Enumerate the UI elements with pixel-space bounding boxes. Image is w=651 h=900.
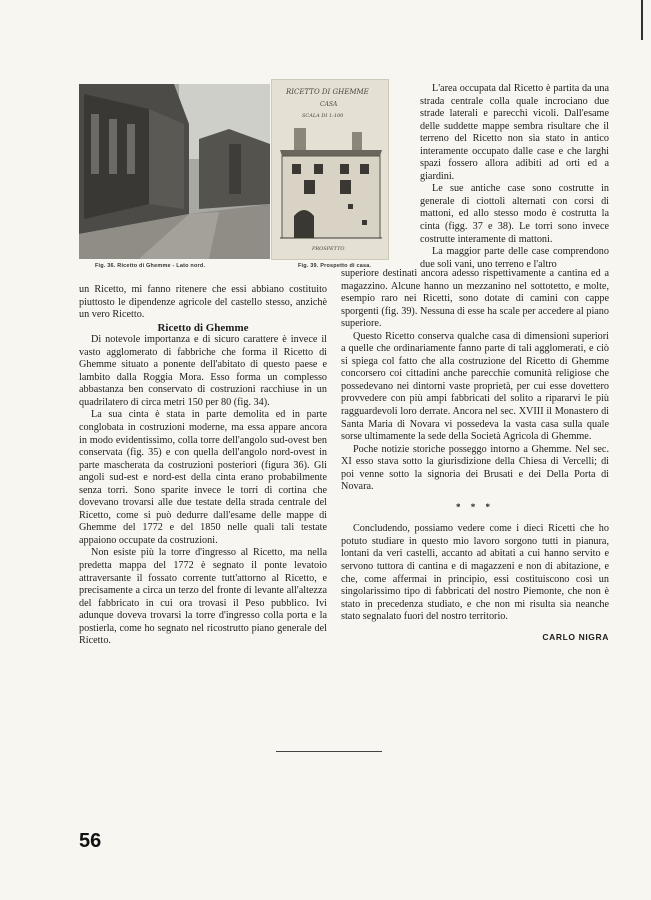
drawing-foot-label: PROSPETTO xyxy=(312,246,345,252)
page-edge-mark xyxy=(641,0,643,40)
drawing-house-elevation xyxy=(271,79,389,260)
paragraph: un Ricetto, mi fanno ritenere che essi abbiano costituito piuttosto le dipendenze agricole del castello stesso, anzichè un vero Ricetto. xyxy=(79,284,327,321)
right-column-top xyxy=(420,83,609,271)
left-column xyxy=(79,284,327,648)
end-rule xyxy=(276,751,382,752)
section-separator: * * * xyxy=(456,501,494,512)
paragraph: Poche notizie storiche posseggo intorno a Ghemme. Nel sec. XI esso stava sotto la giurisdizione della Chiesa di Vercelli; di poi venne sotto la signoria dei Brusati e dei Della Porta di Novara. xyxy=(341,443,609,493)
paragraph: Questo Ricetto conserva qualche casa di dimensioni superiori a quelle che ordinariamente fanno parte di tali agglomerati, e ciò si spiega col fatto che alla costruzione del Ricetto di Ghemme concorsero coi cittadini anche parecchie comunità religiose che possedevano nei dintorni vaste proprietà, per cui esse dovettero provvedere con più ampi fabbricati del solito a ripararvi le più ragguardevoli loro derrate. Ancora nel sec. XVIII il Monastero di Santa Maria di Novara vi possedeva la vasta casa sulla quale sorse ultimamente la sede della Società Agricola di Ghemme. xyxy=(341,330,609,443)
photo-ricetto-north-side xyxy=(79,84,270,259)
paragraph: Non esiste più la torre d'ingresso al Ricetto, ma nella predetta mappa del 1772 è segnato il ponte levatoio attraversante il fossato corrente tutt'attorno al Ricetto, e precisamente a circa un terzo del fronte di levante all'altezza del fabbricato in cui ora trovasi il Peso pubblico. Ivi adunque doveva trovarsi la torre d'ingresso colla porta e la postierla, come ho segnato nel ricostrutto piano generale del Ricetto. xyxy=(79,547,327,647)
figure-39-caption: Fig. 39. Prospetto di casa. xyxy=(298,263,372,269)
author-signature: CARLO NIGRA xyxy=(542,631,609,642)
paragraph: L'area occupata dal Ricetto è partita da una strada centrale colla quale incrociano due strade laterali e parecchi vicoli. Dall'esame delle suddette mappe sembra risultare che il terreno del Ricetto non sia stato in antico interamente occupato dalle case e che larghi spazi fossero allora adibiti ad orti ed a giardini. xyxy=(420,83,609,182)
paragraph: Le sue antiche case sono costrutte in generale di ciottoli alternati con corsi di mattoni, ed allo stesso modo è costrutta la cinta (figg. 37 e 38). Le torri sono invece costrutte interamente di mattoni. xyxy=(420,183,609,245)
photo-illustration xyxy=(79,84,270,259)
right-column-main xyxy=(341,268,609,643)
drawing-illustration xyxy=(272,80,389,260)
section-heading: Ricetto di Ghemme xyxy=(157,321,249,334)
figure-36-caption: Fig. 36. Ricetto di Ghemme - Lato nord. xyxy=(95,263,206,269)
drawing-subtitle: CASA xyxy=(320,101,338,108)
paragraph: La sua cinta è stata in parte demolita ed in parte conglobata in costruzioni moderne, ma essa appare ancora in modo evidentissimo, colla torre dell'angolo sud-ovest ben conservata (fig. 35) e con quella dell'angolo nord-ovest in parte mascherata da costruzioni posteriori (figura 36). Gli angoli sud-est e nord-est della cinta erano probabilmente senza torri. Sono sparite invece le torri di cortina che dovevano trovarsi alle due testate della strada centrale del Ricetto, come si può dedurre dall'esame delle mappe di Ghemme del 1772 e del 1850 nelle quali tali testate appaiono occupate da costruzioni. xyxy=(79,409,327,546)
page-number: 56 xyxy=(79,830,102,852)
drawing-title: RICETTO DI GHEMME xyxy=(286,88,369,96)
conclusion-paragraph: Concludendo, possiamo vedere come i dieci Ricetti che ho potuto studiare in questo mio lavoro sorgono tutti in pianura, lontani da veri castelli, accanto ad abitati a cui hanno servito e servono tuttora di cantina e di magazzeni e non di abitazione, e che, come affermai in principio, essi costituiscono così un singolarissimo tipo di fabbricati del nostro Piemonte, che non è stato in precedenza studiato, e che non mi risulta sia neanche stato segnalato fuori del nostro territorio. xyxy=(341,523,609,623)
paragraph: superiore destinati ancora adesso rispettivamente a cantina ed a magazzino. Alcune hanno un mezzanino nel sottotetto, e molte, esempio raro nei Ricetti, sono dotate di camini con cappe sporgenti (fig. 39). Nessuna di esse ha scale per accedere al piano superiore. xyxy=(341,268,609,330)
drawing-scale: SCALA DI 1:100 xyxy=(302,113,344,119)
paragraph: Di notevole importanza e di sicuro carattere è invece il vasto agglomerato di fabbriche che forma il Ricetto di Ghemme situato a ponente dell'abitato di questo paese e lambito dalla Roggia Mora. Esso forma un complesso abbastanza ben conservato di costruzioni racchiuse in un quadrilatero di circa metri 150 per 80 (fig. 34). xyxy=(79,334,327,408)
paragraph: La maggior parte delle case comprendono due soli vani, uno terreno e l'altro xyxy=(420,246,609,270)
